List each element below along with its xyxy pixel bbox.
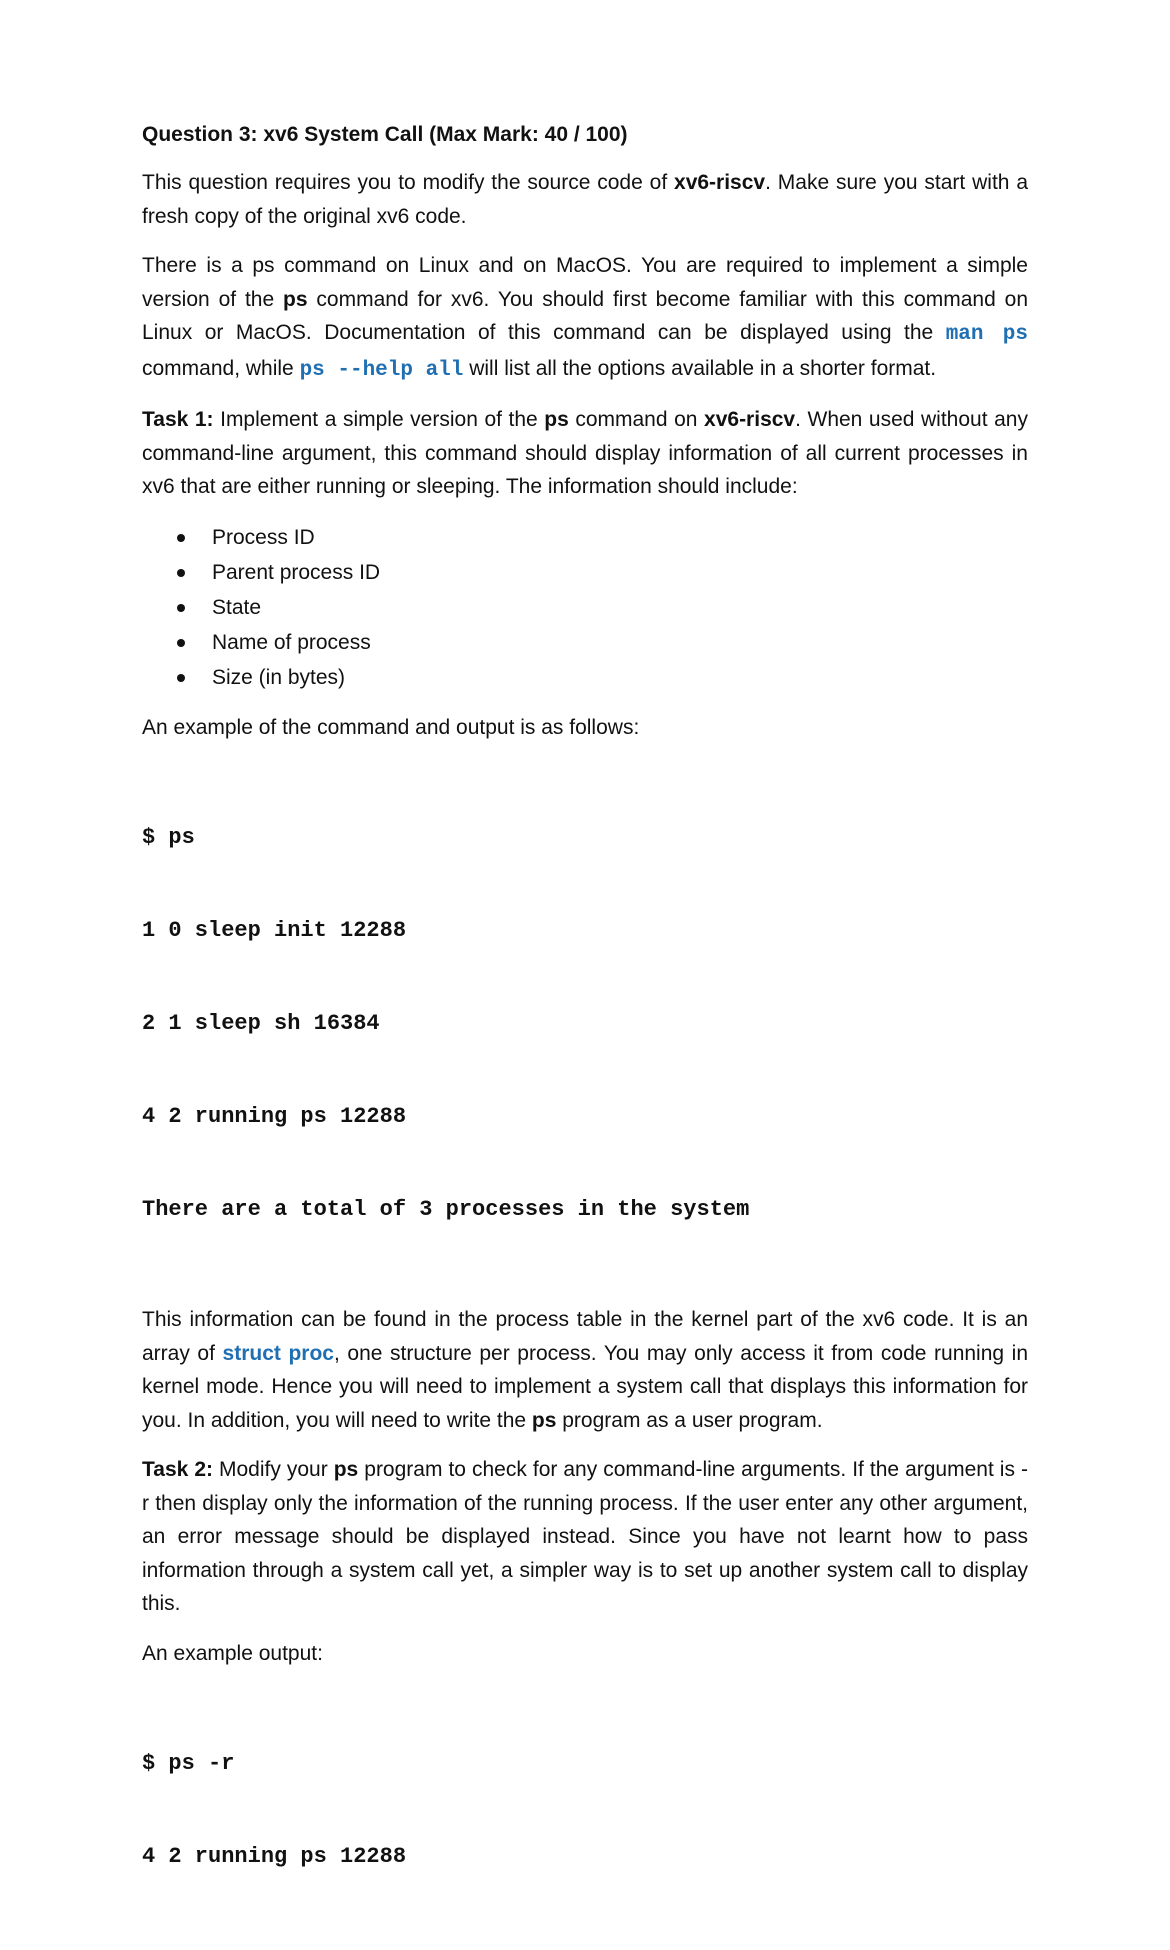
proc-table-paragraph — [142, 1303, 1028, 1437]
terminal-line: There are a total of 3 processes in the system — [142, 1197, 750, 1222]
list-item-label: Size (in bytes) — [212, 665, 346, 689]
terminal-line: 4 2 running ps 12288 — [142, 1104, 407, 1129]
info-bullet-list — [142, 520, 1028, 695]
task1-paragraph — [142, 403, 1028, 504]
terminal-line: 2 1 sleep sh 16384 — [142, 1011, 380, 1036]
example1-terminal-output — [142, 760, 1028, 1287]
bullet-icon — [177, 534, 185, 542]
text: This question requires you to modify the source code of — [142, 171, 675, 194]
inline-code-man-ps: man ps — [945, 323, 1028, 346]
inline-code-ps-help: ps --help all — [299, 358, 464, 382]
list-item-label: Process ID — [212, 525, 315, 549]
text: program to check for any command-line arguments. If the argument is -r then display only the information of the running process. If the user enter any other argument, an error message should be displayed instead. Since you have not learnt how to pass information through a system call yet, a simpler way is to set up another system call to display this. — [142, 1458, 1028, 1615]
terminal-line: 4 2 running ps 12288 — [142, 1844, 407, 1869]
example2-caption: An example output: — [142, 1641, 323, 1665]
terminal-line: $ ps — [142, 825, 195, 850]
text: will list all the options available in a shorter format. — [463, 356, 937, 380]
bullet-icon — [177, 639, 185, 647]
list-item — [142, 590, 1028, 625]
bullet-icon — [177, 674, 185, 682]
text: . When used without any command-line argument, this command should display information of all current processes in xv6 that are either running or sleeping. The information should include: — [142, 408, 1028, 498]
bullet-icon — [177, 604, 185, 612]
document-page — [142, 118, 1028, 1950]
terminal-line: 1 0 sleep init 12288 — [142, 918, 407, 943]
text: Implement a simple version of the — [213, 408, 545, 431]
command-name: ps — [333, 1458, 359, 1481]
repo-name: xv6-riscv — [704, 408, 796, 431]
list-item — [142, 660, 1028, 695]
list-item-label: State — [212, 595, 262, 619]
intro-paragraph — [142, 166, 1028, 233]
command-name: ps — [544, 408, 569, 431]
text: command on — [568, 408, 705, 431]
task1-label: Task 1: — [142, 408, 214, 431]
ps-intro-paragraph — [142, 249, 1028, 387]
list-item-label: Parent process ID — [212, 560, 381, 584]
question-title: Question 3: xv6 System Call (Max Mark: 40 / 100) — [142, 123, 628, 146]
text: . Make sure you start with a fresh copy of the original xv6 code. — [142, 171, 1028, 228]
task2-paragraph — [142, 1453, 1028, 1621]
terminal-line: $ ps -r — [142, 1751, 235, 1776]
repo-name: xv6-riscv — [674, 171, 766, 194]
task2-label: Task 2: — [142, 1458, 213, 1481]
command-name: ps — [531, 1408, 557, 1432]
text: There is a ps command on Linux and on MacOS. You are required to implement a simple version of the — [142, 254, 1028, 311]
text: command, while — [142, 356, 300, 380]
text: command for xv6. You should first become familiar with this command on Linux or MacOS. Documentation of this command can be displayed using the — [142, 287, 1028, 344]
example1-caption: An example of the command and output is as follows: — [142, 715, 640, 739]
inline-code-struct-proc: struct proc — [222, 1341, 334, 1365]
command-name: ps — [283, 287, 308, 311]
list-item — [142, 555, 1028, 590]
list-item-label: Name of process — [212, 630, 371, 654]
text: Modify your — [213, 1458, 334, 1481]
list-item — [142, 625, 1028, 660]
example2-terminal-output — [142, 1686, 1028, 1934]
bullet-icon — [177, 569, 185, 577]
list-item — [142, 520, 1028, 555]
text: , one structure per process. You may only access it from code running in kernel mode. Hence you will need to implement a system call that displays this information for you. In addition, you will need to write the — [142, 1341, 1029, 1432]
text: program as a user program. — [556, 1408, 823, 1432]
text: This information can be found in the process table in the kernel part of the xv6 code. It is an array of — [142, 1308, 1028, 1365]
